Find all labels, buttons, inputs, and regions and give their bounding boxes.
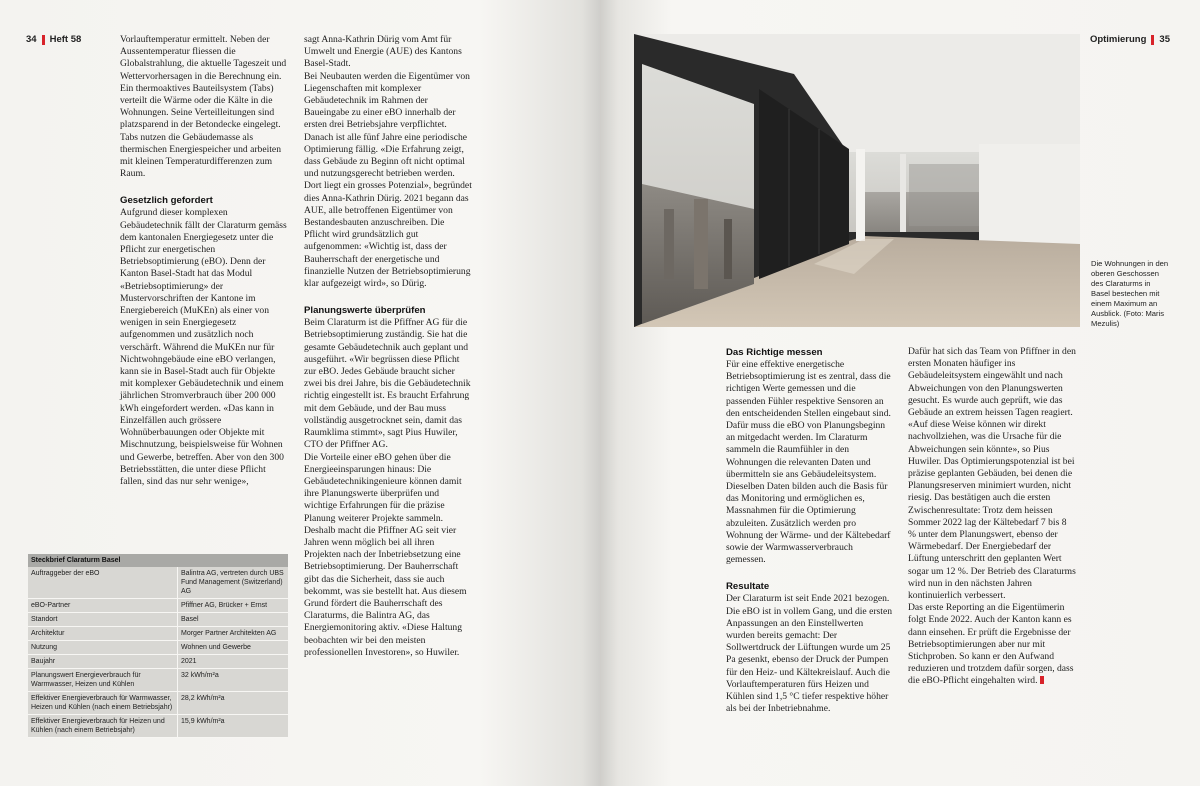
paragraph: Für eine effektive energetische Betriebsoptimierung ist es zentral, dass die richtigen Werte gemessen und die passenden Fühler respektive Sensoren an den entscheidenden Stellen eingebaut sind. Dafür muss die eBO von Planungsbeginn an mitgedacht werden. Im Claraturm sammeln die Raumfühler in den Wohnungen die relevanten Daten und übermitteln sie ans Gebäudeleitsystem. Dieselben Daten bilden auch die Basis für das Monitoring und ermöglichen es, Massnahmen für die Optimierung abzuleiten. Zusätzlich werden pro Wohnung der Wärme- und der Kältebedarf sowie der Warmwasserverbrauch gemessen.: [726, 359, 891, 566]
fact-value: 2021: [177, 655, 288, 668]
paragraph: Beim Claraturm ist die Pfiffner AG für die Betriebsoptimierung zuständig. Sie hat die gesamte Gebäudetechnik auch geplant und ausgeführt. «Wir begrüssen diese Pflicht zur eBO. Jedes Gebäude braucht sicher zwei bis drei Jahre, bis die Gebäudetechnik richtig eingestellt ist. Es braucht Erfahrung mit dem Gebäude, und der Bau muss vollständig ausgetrocknet sein, damit das Raumklima stimmt», sagt Pius Huwiler, CTO der Pfiffner AG.: [304, 317, 471, 451]
fact-key: Nutzung: [28, 641, 177, 654]
paragraph-text: Das erste Reporting an die Eigentümerin folgt Ende 2022. Auch der Kanton kann es dann einsehen. Er prüft die Ergebnisse der Betriebsoptimierungen aber nur mit Stichproben. So kann er den Aufwand reduzieren und trotzdem dafür sorgen, dass die eBO-Pflicht eingehalten wird.: [908, 602, 1074, 687]
apartment-interior-photo: [634, 34, 1080, 327]
fact-box-row: [28, 567, 288, 599]
paragraph: Aufgrund dieser komplexen Gebäudetechnik fällt der Claraturm gemäss dem kantonalen Energiegesetz unter die Pflicht zur energetischen Betriebsoptimierung (eBO). Denn der Kanton Basel-Stadt hat das Modul «Betriebsoptimierung» der Mustervorschriften der Kantone im Energiebereich (MuKEn) als einer von wenigen in sein Energiegesetz aufgenommen und zusätzlich noch verschärft. Während die MuKEn nur für Nichtwohngebäude eine eBO verlangen, kann sie in Basel-Stadt auch für Objekte mit komplexer Gebäudetechnik und einem jährlichen Stromverbrauch über 200 000 kWh eingefordert werden. «Das kann in Einzelfällen auch grössere Wohnüberbauungen oder Objekte mit Mischnutzung, beispielsweise für Wohnen und Gewerbe, betreffen. Aber von den 300 Betriebsstätten, die unter diese Pflicht fallen, sind das nur sehr wenige»,: [120, 207, 287, 487]
fact-value: 15,9 kWh/m²a: [177, 715, 288, 737]
fact-value: Wohnen und Gewerbe: [177, 641, 288, 654]
fact-box-row: [28, 599, 288, 613]
fact-value: 32 kWh/m²a: [177, 669, 288, 691]
issue-label: Heft 58: [49, 34, 82, 45]
fact-box-row: [28, 655, 288, 669]
paragraph: [908, 602, 1076, 687]
paragraph: Vorlauftemperatur ermittelt. Neben der Aussentemperatur fliessen die Globalstrahlung, die aktuelle Tageszeit und Wettervorhersagen in die Berechnung ein.: [120, 34, 287, 82]
fact-key: Standort: [28, 613, 177, 626]
page-number-left: 34: [26, 34, 37, 45]
subheading: Resultate: [726, 581, 770, 593]
fact-box: [28, 554, 288, 738]
subheading: Planungswerte überprüfen: [304, 305, 426, 317]
paragraph: Ein thermoaktives Bauteilsystem (Tabs) verteilt die Wärme oder die Kälte in die Wohnungen. Seine Verteilleitungen sind platzsparend in der Betondecke eingelegt. Tabs nutzen die Gebäudemasse als thermischen Energiespeicher und arbeiten mit kleinen Temperaturdifferenzen zum Raum.: [120, 82, 281, 180]
fact-value: Morger Partner Architekten AG: [177, 627, 288, 640]
fact-key: Planungswert Energieverbrauch für Warmwasser, Heizen und Kühlen: [28, 669, 177, 691]
fact-value: Balintra AG, vertreten durch UBS Fund Management (Switzerland) AG: [177, 567, 288, 598]
photo-illustration: [634, 34, 1080, 327]
folio-right: [1090, 34, 1170, 45]
paragraph: Der Claraturm ist seit Ende 2021 bezogen. Die eBO ist in vollem Gang, und die ersten Anpassungen an den Einstellwerten wurden bereits gemacht: Der Sollwertdruck der Lüftungen wurde um 25 Pa gesenkt, ebenso der Druck der Pumpen für den Heiz- und Kältekreislauf. Auch die Vorlauftemperaturen fürs Heizen und Kühlen sind 1,5 °C tiefer respektive höher als bei der Inbetriebnahme.: [726, 593, 892, 715]
subheading: Das Richtige messen: [726, 347, 823, 358]
fact-key: Architektur: [28, 627, 177, 640]
fact-key: Auftraggeber der eBO: [28, 567, 177, 598]
fact-value: Basel: [177, 613, 288, 626]
fact-key: Effektiver Energieverbrauch für Warmwasser, Heizen und Kühlen (nach einem Betriebsjahr): [28, 692, 177, 714]
paragraph: Bei Neubauten werden die Eigentümer von Liegenschaften mit komplexer Gebäudetechnik im Rahmen der Baueingabe zu einer eBO innerhalb der ersten drei Betriebsjahre verpflichtet. Danach ist alle fünf Jahre eine periodische Optimierung fällig. «Die Erfahrung zeigt, dass Gebäude zu Beginn oft nicht optimal und nutzungsgerecht betrieben werden. Dort liegt ein grosses Potenzial», begründet dies Anna-Kathrin Dürig. 2021 begann das AUE, alle betroffenen Eigentümer von Bestandesbauten anzuschreiben. Die Pflicht wird grundsätzlich gut aufgenommen: «Wichtig ist, dass der Bauherrschaft der energetische und finanzielle Nutzen der Betriebsoptimierung klar aufgezeigt wird», so Dürig.: [304, 70, 472, 290]
fact-box-row: [28, 715, 288, 738]
column-1: [120, 34, 288, 488]
folio-marker-icon: [42, 35, 45, 45]
end-mark-icon: [1040, 676, 1044, 684]
photo-caption: Die Wohnungen in den oberen Geschossen des Claraturms in Basel bestechen mit einem Maximum an Ausblick. (Foto: Maris Mezulis): [1091, 259, 1169, 328]
subheading: Gesetzlich gefordert: [120, 195, 213, 207]
column-2: [304, 34, 472, 659]
fact-box-row: [28, 613, 288, 627]
paragraph: sagt Anna-Kathrin Dürig vom Amt für Umwelt und Energie (AUE) des Kantons Basel-Stadt.: [304, 34, 462, 70]
fact-box-row: [28, 669, 288, 692]
page-number-right: 35: [1159, 34, 1170, 45]
folio-left: [26, 34, 81, 45]
fact-box-title: Steckbrief Claraturm Basel: [28, 554, 288, 567]
fact-key: eBO-Partner: [28, 599, 177, 612]
fact-box-row: [28, 627, 288, 641]
fact-key: Baujahr: [28, 655, 177, 668]
fact-box-row: [28, 641, 288, 655]
column-3: [726, 346, 892, 715]
paragraph: Die Vorteile einer eBO gehen über die Energieeinsparungen hinaus: Die Gebäudetechnikingenieure können damit ihre Planungswerte überprüfen und wichtige Erfahrungen für die präzise Planung weiterer Projekte sammeln. Deshalb macht die Pfiffner AG seit vier Jahren wenn möglich bei all ihren Projekten nach der Inbetriebsetzung eine Betriebsoptimierung. Der Bauherrschaft gibt das die Sicherheit, dass sie auch bekommt, was sie bestellt hat. Aus diesem Grund fördert die Bauherrschaft des Claraturms, die Balintra AG, das Energiemonitoring aktiv. «Diese Haltung beobachten wir bei den meisten professionellen Investoren», so Huwiler.: [304, 451, 467, 658]
paragraph: Dafür hat sich das Team von Pfiffner in den ersten Monaten häufiger ins Gebäudeleitsystem eingewählt und nach Abweichungen von den Planungswerten gesucht. Es wurde auch geprüft, wie das Gebäude an extrem heissen Tagen reagiert. «Auf diese Weise können wir direkt nachvollziehen, was die Ursache für die Abweichungen sein könnte», so Pius Huwiler. Das Optimierungspotenzial ist bei präzise geplanten Gebäuden, bei denen die Planungsreserven minimiert wurden, nicht riesig. Das bestätigen auch die ersten Zwischenresultate: Trotz dem heissen Sommer 2022 lag der Kältebedarf 7 bis 8 % unter dem Planungswert, ebenso der Wärmebedarf. Der Energiebedarf der Lüftung unterschritt den geplanten Wert sogar um 12 %. Der Betrieb des Claraturms wird nun in den nächsten Jahren kontinuierlich verbessert.: [908, 346, 1076, 602]
fact-value: Pfiffner AG, Brücker + Ernst: [177, 599, 288, 612]
fact-value: 28,2 kWh/m²a: [177, 692, 288, 714]
fact-key: Effektiver Energieverbrauch für Heizen und Kühlen (nach einem Betriebsjahr): [28, 715, 177, 737]
section-label: Optimierung: [1089, 34, 1147, 45]
folio-marker-icon: [1151, 35, 1154, 45]
fact-box-row: [28, 692, 288, 715]
column-4: [908, 346, 1076, 688]
